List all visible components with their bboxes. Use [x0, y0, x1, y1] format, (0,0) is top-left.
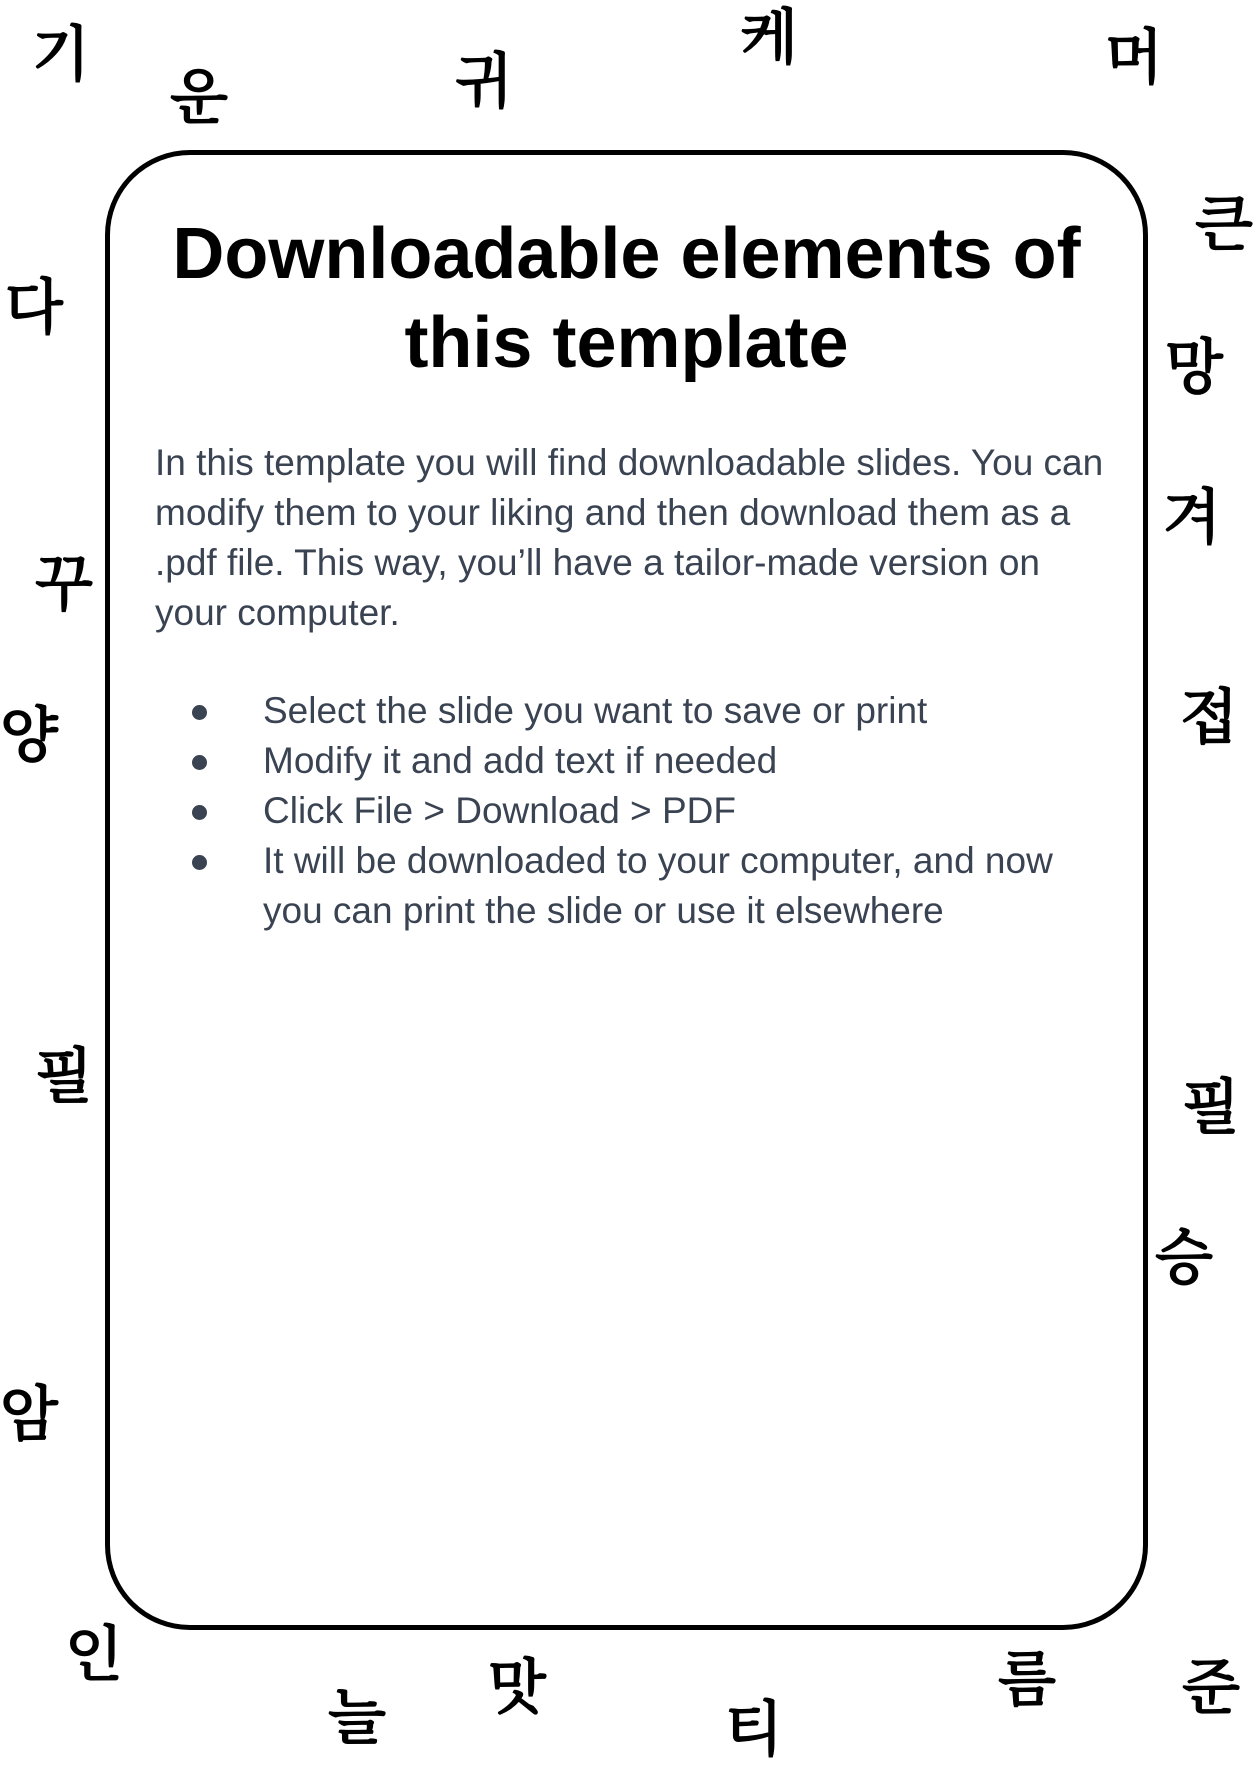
bullet-icon [192, 855, 207, 870]
border-letter: 겨 [1163, 483, 1221, 553]
step-text: Select the slide you want to save or print [263, 690, 928, 731]
border-letter: 망 [1165, 333, 1223, 403]
border-letter: 케 [740, 3, 798, 73]
step-text: It will be downloaded to your computer, and now you can print the slide or use it elsewhere [263, 840, 1053, 931]
border-letter: 다 [5, 273, 63, 343]
border-letter: 접 [1180, 683, 1238, 753]
border-letter: 인 [65, 1620, 123, 1690]
border-letter: 꾸 [35, 550, 93, 620]
border-letter: 승 [1155, 1223, 1213, 1293]
border-letter: 기 [32, 20, 90, 90]
bullet-icon [192, 755, 207, 770]
border-letter: 운 [170, 63, 228, 133]
list-item [155, 836, 1115, 936]
list-item [155, 736, 1115, 786]
bullet-icon [192, 805, 207, 820]
border-letter: 늘 [328, 1683, 386, 1753]
border-letter: 큰 [1195, 190, 1253, 260]
border-letter: 름 [998, 1645, 1056, 1715]
border-letter: 티 [725, 1695, 783, 1765]
step-text: Click File > Download > PDF [263, 790, 736, 831]
page-title: Downloadable elements of this template [172, 214, 1081, 383]
border-letter: 필 [1182, 1073, 1240, 1143]
border-letter: 양 [0, 701, 58, 771]
border-letter: 귀 [455, 47, 513, 117]
border-letter: 머 [1105, 23, 1163, 93]
intro-paragraph: In this template you will find downloadable slides. You can modify them to your liking and then download them as a .pdf file. This way, you’ll have a tailor-made version on your computer. [155, 442, 1104, 633]
bullet-icon [192, 705, 207, 720]
border-letter: 맛 [488, 1653, 546, 1723]
step-text: Modify it and add text if needed [263, 740, 778, 781]
border-letter: 암 [0, 1380, 58, 1450]
list-item [155, 686, 1115, 736]
list-item [155, 786, 1115, 836]
steps-list [155, 686, 1115, 936]
border-letter: 준 [1182, 1653, 1240, 1723]
border-letter: 필 [35, 1042, 93, 1112]
